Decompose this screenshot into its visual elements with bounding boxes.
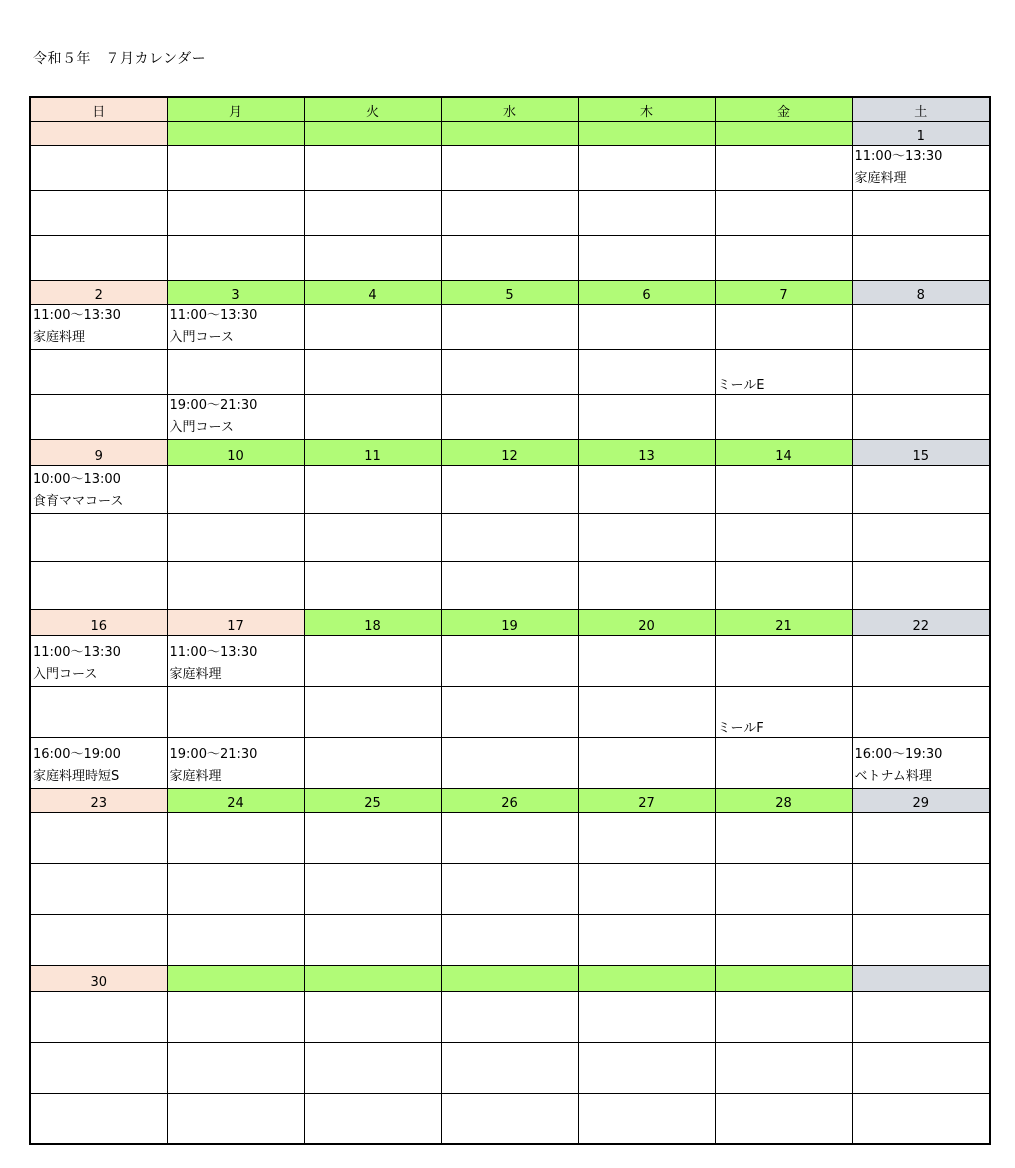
weekday-header: 金: [715, 97, 852, 121]
event-cell[interactable]: [304, 812, 441, 863]
slot-row: [30, 235, 990, 280]
event-cell[interactable]: [30, 686, 167, 737]
event-cell[interactable]: [852, 304, 990, 349]
event-time: 11:00〜13:30: [169, 644, 258, 660]
date-cell[interactable]: 10: [167, 439, 304, 465]
date-cell[interactable]: [30, 121, 167, 145]
date-cell[interactable]: 8: [852, 280, 990, 304]
date-cell[interactable]: 7: [715, 280, 852, 304]
page-title: 令和５年 ７月カレンダー: [33, 51, 207, 67]
event-cell[interactable]: [715, 737, 852, 788]
slot-row: [30, 812, 990, 863]
event-cell[interactable]: [578, 1042, 715, 1093]
event-time: 11:00〜13:30: [33, 644, 121, 660]
event-cell[interactable]: [304, 686, 441, 737]
event-cell[interactable]: [304, 1042, 441, 1093]
date-cell[interactable]: 26: [441, 788, 578, 812]
event-cell[interactable]: [30, 812, 167, 863]
date-cell[interactable]: 23: [30, 788, 167, 812]
event-cell[interactable]: [715, 465, 852, 513]
event-cell[interactable]: [852, 513, 990, 561]
event-cell[interactable]: [30, 394, 167, 439]
date-cell[interactable]: [167, 121, 304, 145]
event-cell[interactable]: [852, 635, 990, 686]
event-cell[interactable]: [852, 812, 990, 863]
event-cell[interactable]: [715, 145, 852, 190]
weekday-header-row: [30, 97, 990, 121]
slot-row: [30, 513, 990, 561]
event-cell[interactable]: [578, 863, 715, 914]
event-cell[interactable]: [441, 1093, 578, 1144]
event-cell[interactable]: [852, 145, 990, 190]
date-cell[interactable]: [304, 965, 441, 991]
event-cell[interactable]: [304, 190, 441, 235]
event-cell[interactable]: [852, 991, 990, 1042]
slot-row: [30, 1093, 990, 1144]
event-title: 家庭料理時短S: [33, 768, 120, 784]
calendar-body: [30, 97, 990, 1144]
event-cell[interactable]: [30, 145, 167, 190]
event-cell[interactable]: [304, 561, 441, 609]
event-cell[interactable]: [441, 145, 578, 190]
event-cell[interactable]: [715, 1042, 852, 1093]
slot-row: [30, 1042, 990, 1093]
event-cell[interactable]: [852, 349, 990, 394]
event-cell[interactable]: [441, 465, 578, 513]
event-time: 19:00〜21:30: [169, 397, 258, 413]
event-cell[interactable]: [441, 394, 578, 439]
event-cell[interactable]: [578, 635, 715, 686]
weekday-header: 月: [167, 97, 304, 121]
event-cell[interactable]: [30, 465, 167, 513]
event-title: 食育ママコース: [33, 493, 124, 509]
event-cell[interactable]: [441, 349, 578, 394]
date-cell[interactable]: 2: [30, 280, 167, 304]
date-cell[interactable]: 25: [304, 788, 441, 812]
event-cell[interactable]: [441, 991, 578, 1042]
event-cell[interactable]: [304, 863, 441, 914]
event-cell[interactable]: [304, 235, 441, 280]
date-cell[interactable]: 20: [578, 609, 715, 635]
event-cell[interactable]: [715, 513, 852, 561]
event-cell[interactable]: [167, 190, 304, 235]
event-title: ベトナム料理: [854, 768, 932, 784]
date-cell[interactable]: 9: [30, 439, 167, 465]
event-cell[interactable]: [167, 991, 304, 1042]
event-cell[interactable]: [578, 394, 715, 439]
date-cell[interactable]: 28: [715, 788, 852, 812]
slot-row: [30, 991, 990, 1042]
event-cell[interactable]: [30, 190, 167, 235]
date-cell[interactable]: 3: [167, 280, 304, 304]
date-cell[interactable]: 11: [304, 439, 441, 465]
event-cell[interactable]: [30, 635, 167, 686]
event-cell[interactable]: [304, 145, 441, 190]
event-cell[interactable]: [715, 812, 852, 863]
date-cell[interactable]: 13: [578, 439, 715, 465]
event-cell[interactable]: [304, 513, 441, 561]
event-cell[interactable]: [167, 686, 304, 737]
event-cell[interactable]: [441, 304, 578, 349]
event-cell[interactable]: [578, 513, 715, 561]
date-cell[interactable]: [441, 965, 578, 991]
date-cell[interactable]: [578, 965, 715, 991]
event-cell[interactable]: [441, 190, 578, 235]
event-cell[interactable]: [167, 394, 304, 439]
date-cell[interactable]: 29: [852, 788, 990, 812]
date-cell[interactable]: 16: [30, 609, 167, 635]
event-cell[interactable]: [30, 235, 167, 280]
event-cell[interactable]: [30, 561, 167, 609]
slot-row: [30, 914, 990, 965]
date-cell[interactable]: 22: [852, 609, 990, 635]
date-cell[interactable]: 24: [167, 788, 304, 812]
event-cell[interactable]: [167, 304, 304, 349]
event-cell[interactable]: [30, 914, 167, 965]
event-cell[interactable]: [167, 737, 304, 788]
weekday-header: 火: [304, 97, 441, 121]
event-cell[interactable]: [441, 686, 578, 737]
event-cell[interactable]: [30, 863, 167, 914]
event-cell[interactable]: [578, 1093, 715, 1144]
event-cell[interactable]: [304, 635, 441, 686]
date-cell[interactable]: 30: [30, 965, 167, 991]
event-cell[interactable]: [578, 145, 715, 190]
date-cell[interactable]: 21: [715, 609, 852, 635]
slot-row: [30, 145, 990, 190]
date-cell[interactable]: 14: [715, 439, 852, 465]
event-title: 入門コース: [169, 329, 234, 345]
date-row: [30, 609, 990, 635]
event-cell[interactable]: [852, 394, 990, 439]
event-cell[interactable]: [167, 465, 304, 513]
weekday-header: 日: [30, 97, 167, 121]
event-cell[interactable]: [852, 1042, 990, 1093]
event-cell[interactable]: [167, 1042, 304, 1093]
slot-row: [30, 737, 990, 788]
date-cell[interactable]: 1: [852, 121, 990, 145]
date-cell[interactable]: 17: [167, 609, 304, 635]
event-cell[interactable]: [852, 863, 990, 914]
event-cell[interactable]: [852, 914, 990, 965]
slot-row: [30, 561, 990, 609]
event-title: 家庭料理: [33, 329, 86, 345]
event-cell[interactable]: [441, 737, 578, 788]
event-cell[interactable]: [441, 635, 578, 686]
date-cell[interactable]: [715, 121, 852, 145]
event-cell[interactable]: [304, 991, 441, 1042]
event-cell[interactable]: [852, 1093, 990, 1144]
event-cell[interactable]: [30, 513, 167, 561]
event-cell[interactable]: [167, 513, 304, 561]
event-cell[interactable]: [715, 635, 852, 686]
event-cell[interactable]: [578, 465, 715, 513]
date-row: [30, 965, 990, 991]
event-cell[interactable]: [578, 737, 715, 788]
date-cell[interactable]: 27: [578, 788, 715, 812]
event-cell[interactable]: [441, 235, 578, 280]
event-label: ミールF: [717, 720, 764, 736]
date-cell[interactable]: [441, 121, 578, 145]
event-cell[interactable]: [578, 304, 715, 349]
date-cell[interactable]: [304, 121, 441, 145]
slot-row: [30, 190, 990, 235]
event-cell[interactable]: [30, 349, 167, 394]
slot-row: [30, 304, 990, 349]
event-cell[interactable]: [852, 465, 990, 513]
event-cell[interactable]: [441, 561, 578, 609]
event-cell[interactable]: [304, 304, 441, 349]
event-cell[interactable]: [852, 737, 990, 788]
event-cell[interactable]: [715, 349, 852, 394]
date-row: [30, 788, 990, 812]
date-cell[interactable]: [852, 965, 990, 991]
date-cell[interactable]: 5: [441, 280, 578, 304]
date-cell[interactable]: 12: [441, 439, 578, 465]
event-cell[interactable]: [167, 914, 304, 965]
event-cell[interactable]: [715, 190, 852, 235]
event-title: 家庭料理: [169, 666, 222, 682]
event-cell[interactable]: [167, 349, 304, 394]
slot-row: [30, 465, 990, 513]
date-cell[interactable]: [578, 121, 715, 145]
event-cell[interactable]: [304, 914, 441, 965]
event-cell[interactable]: [852, 190, 990, 235]
slot-row: [30, 349, 990, 394]
event-cell[interactable]: [167, 561, 304, 609]
date-row: [30, 439, 990, 465]
event-time: 19:00〜21:30: [169, 746, 258, 762]
event-time: 10:00〜13:00: [33, 471, 121, 487]
event-cell[interactable]: [578, 561, 715, 609]
date-cell[interactable]: 15: [852, 439, 990, 465]
event-time: 16:00〜19:30: [854, 746, 943, 762]
event-cell[interactable]: [304, 737, 441, 788]
event-cell[interactable]: [715, 304, 852, 349]
event-cell[interactable]: [30, 1093, 167, 1144]
weekday-header: 土: [852, 97, 990, 121]
event-cell[interactable]: [852, 686, 990, 737]
event-label: ミールE: [717, 377, 765, 393]
date-cell[interactable]: 19: [441, 609, 578, 635]
event-cell[interactable]: [441, 812, 578, 863]
event-cell[interactable]: [578, 190, 715, 235]
event-time: 11:00〜13:30: [33, 307, 121, 323]
slot-row: [30, 686, 990, 737]
event-cell[interactable]: [304, 465, 441, 513]
date-cell[interactable]: [715, 965, 852, 991]
event-cell[interactable]: [715, 394, 852, 439]
event-cell[interactable]: [304, 394, 441, 439]
event-cell[interactable]: [852, 235, 990, 280]
event-cell[interactable]: [715, 914, 852, 965]
event-cell[interactable]: [441, 914, 578, 965]
event-cell[interactable]: [167, 1093, 304, 1144]
event-title: 家庭料理: [169, 768, 222, 784]
event-cell[interactable]: [30, 991, 167, 1042]
event-cell[interactable]: [441, 863, 578, 914]
event-cell[interactable]: [441, 1042, 578, 1093]
slot-row: [30, 635, 990, 686]
event-title: 入門コース: [169, 419, 234, 435]
event-cell[interactable]: [578, 349, 715, 394]
date-cell[interactable]: [167, 965, 304, 991]
event-time: 11:00〜13:30: [854, 148, 943, 164]
date-cell[interactable]: 18: [304, 609, 441, 635]
date-row: [30, 280, 990, 304]
date-row: [30, 121, 990, 145]
date-cell[interactable]: 6: [578, 280, 715, 304]
event-title: 入門コース: [33, 666, 98, 682]
slot-row: [30, 394, 990, 439]
event-cell[interactable]: [715, 561, 852, 609]
weekday-header: 水: [441, 97, 578, 121]
event-cell[interactable]: [167, 635, 304, 686]
event-cell[interactable]: [715, 1093, 852, 1144]
slot-row: [30, 863, 990, 914]
event-cell[interactable]: [578, 235, 715, 280]
event-cell[interactable]: [578, 991, 715, 1042]
event-cell[interactable]: [167, 145, 304, 190]
event-cell[interactable]: [30, 304, 167, 349]
event-cell[interactable]: [715, 863, 852, 914]
event-cell[interactable]: [441, 513, 578, 561]
weekday-header: 木: [578, 97, 715, 121]
event-cell[interactable]: [715, 686, 852, 737]
event-cell[interactable]: [578, 686, 715, 737]
date-cell[interactable]: 4: [304, 280, 441, 304]
event-cell[interactable]: [30, 737, 167, 788]
event-title: 家庭料理: [854, 170, 907, 186]
event-cell[interactable]: [167, 812, 304, 863]
calendar-table: [29, 96, 991, 1145]
event-time: 16:00〜19:00: [33, 746, 121, 762]
event-cell[interactable]: [30, 1042, 167, 1093]
event-cell[interactable]: [578, 812, 715, 863]
event-cell[interactable]: [715, 235, 852, 280]
event-cell[interactable]: [304, 349, 441, 394]
event-cell[interactable]: [167, 863, 304, 914]
event-cell[interactable]: [578, 914, 715, 965]
event-cell[interactable]: [715, 991, 852, 1042]
event-time: 11:00〜13:30: [169, 307, 258, 323]
event-cell[interactable]: [304, 1093, 441, 1144]
event-cell[interactable]: [167, 235, 304, 280]
event-cell[interactable]: [852, 561, 990, 609]
